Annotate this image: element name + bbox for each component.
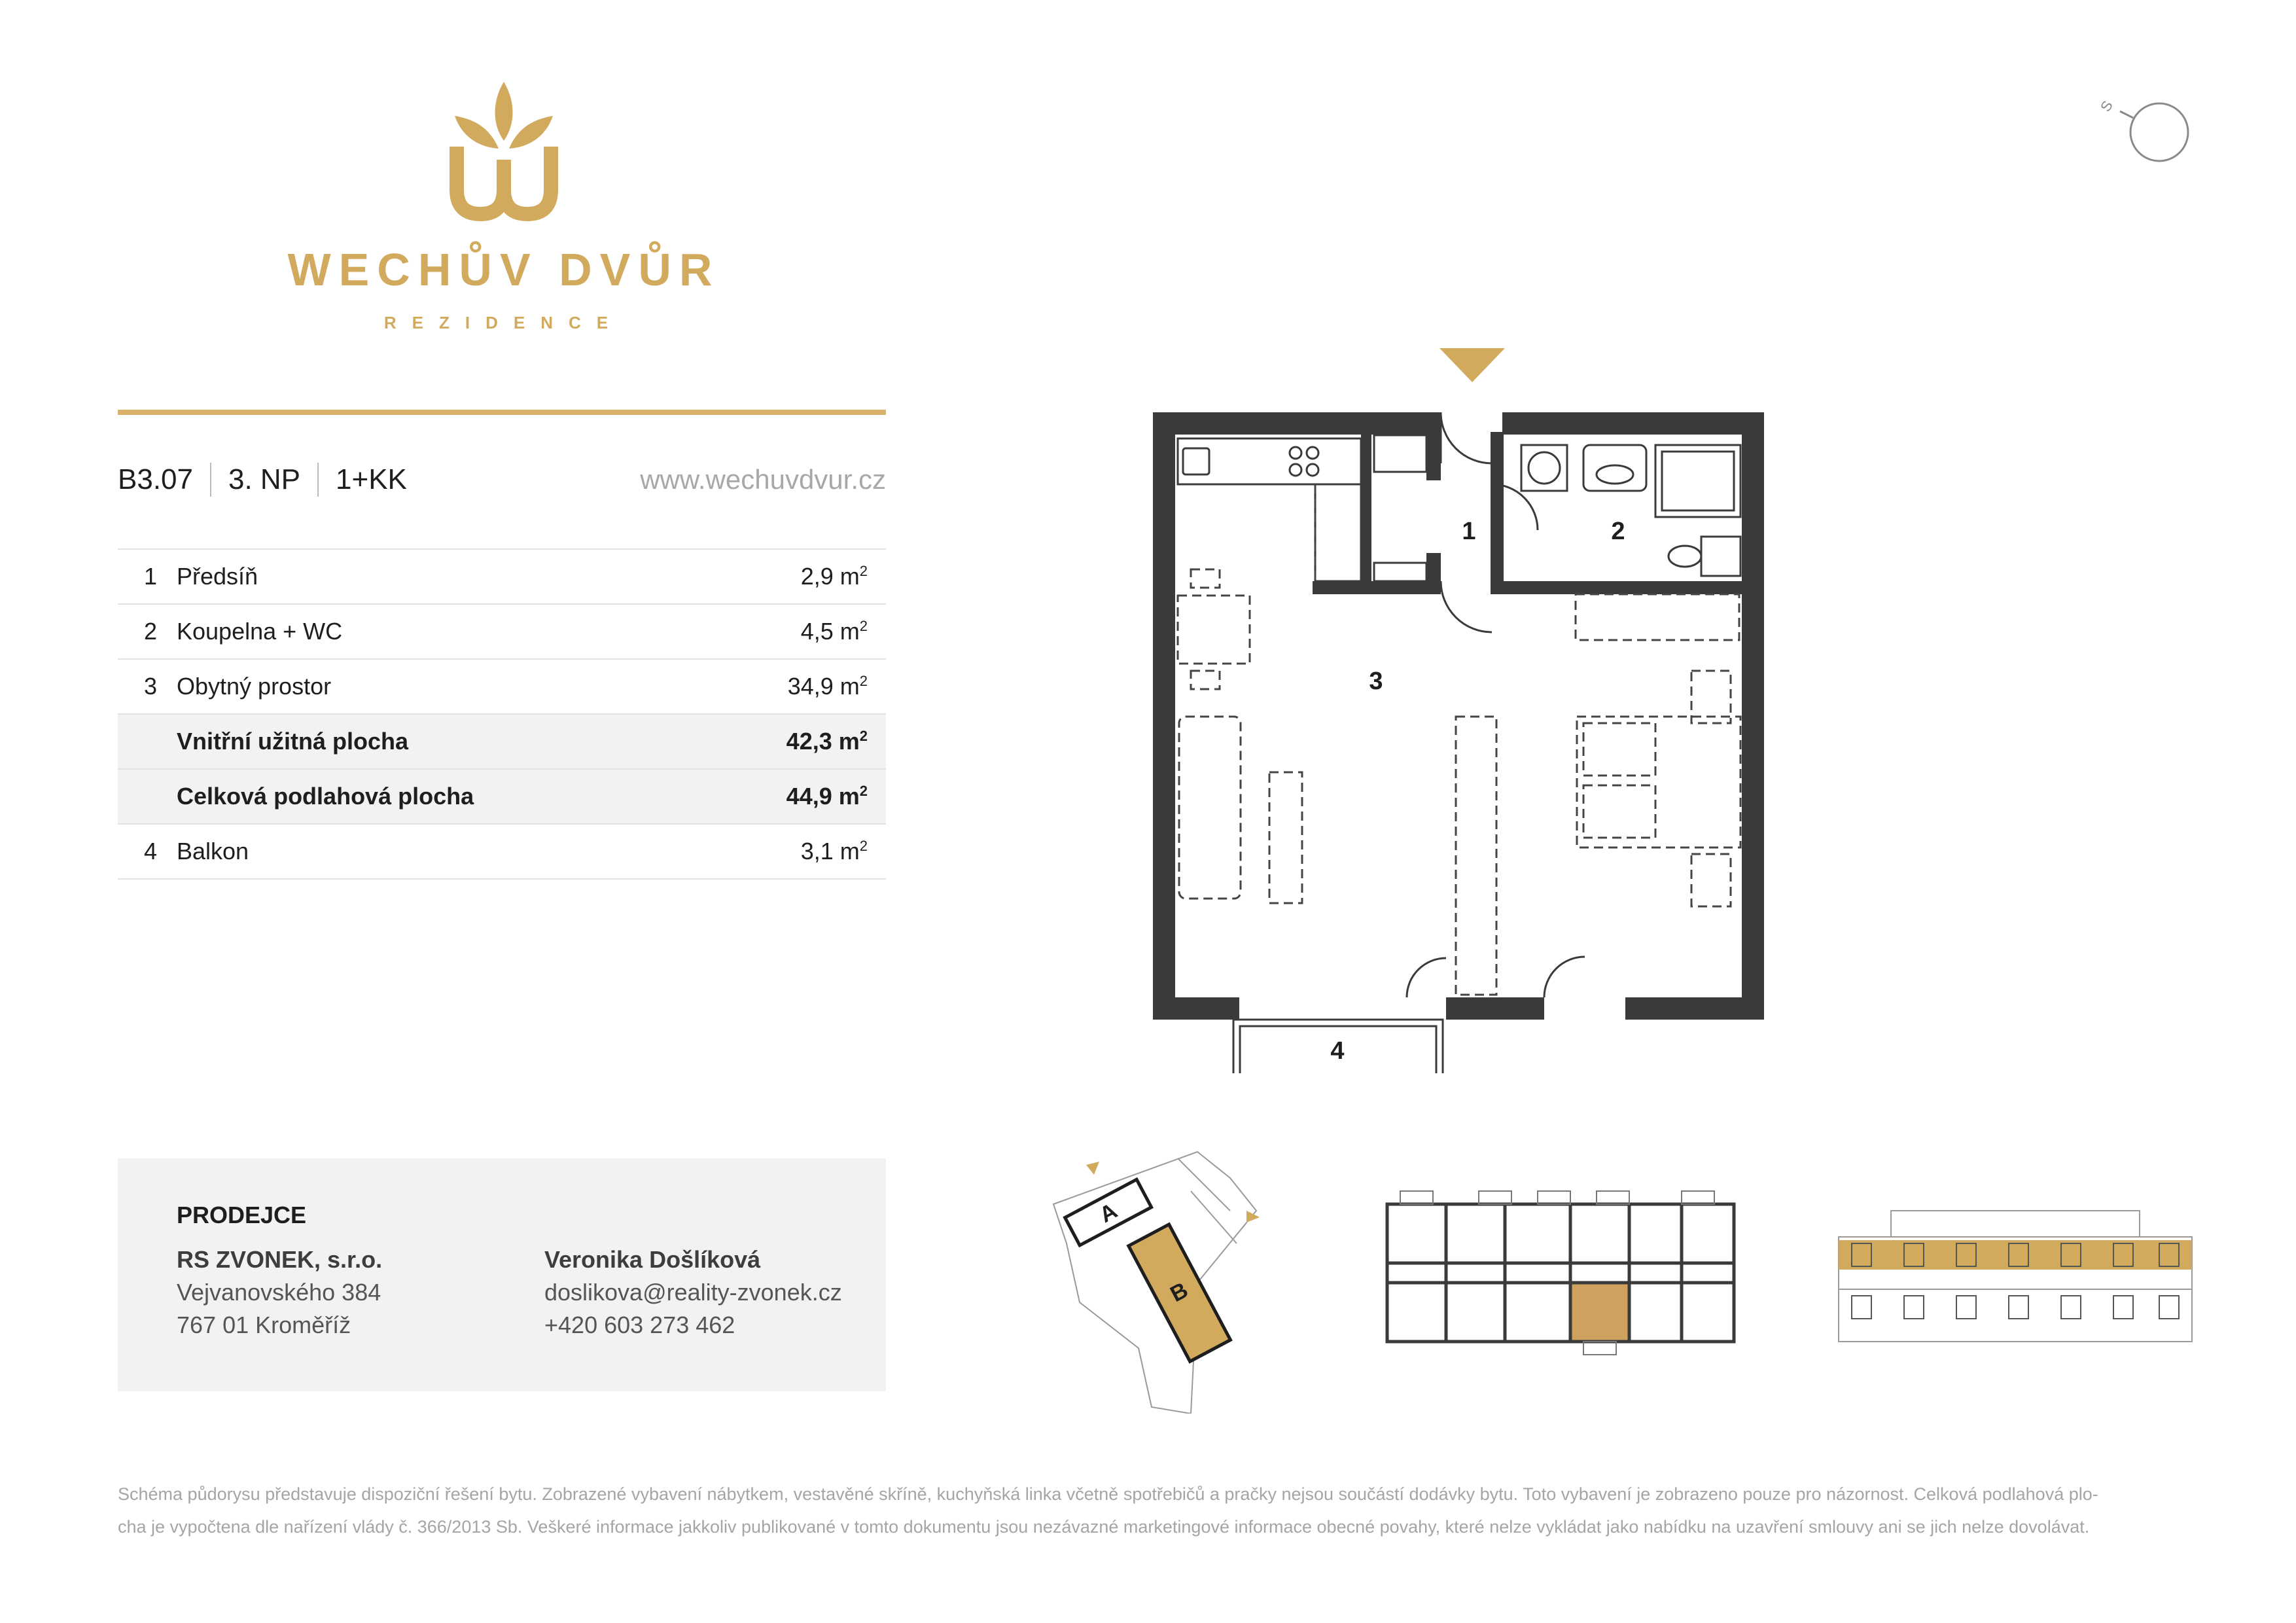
- summary-row: [118, 714, 886, 769]
- legal-disclaimer: [118, 1478, 2192, 1543]
- room-area: 3,1 $m^2$: [708, 824, 886, 879]
- summary-row: [118, 769, 886, 824]
- plan-label-1: 1: [1462, 518, 1476, 545]
- compass-label: S: [2096, 98, 2116, 115]
- room-area: 4,5 $m^2$: [708, 604, 886, 659]
- floor-label: 3. NP: [228, 463, 301, 495]
- compass-icon: [2094, 92, 2199, 170]
- room-name: Balkon: [177, 824, 708, 879]
- unit-header: [118, 458, 886, 501]
- layout-label: 1+KK: [336, 463, 407, 495]
- brand-logo: [281, 75, 726, 350]
- room-area-table: [118, 548, 886, 880]
- agent-phone[interactable]: +420 603 273 462: [544, 1311, 735, 1338]
- address-line: Vejvanovského 384: [177, 1279, 381, 1306]
- building-facade: [1832, 1204, 2199, 1348]
- header-separator: [317, 463, 319, 497]
- brand-name: WECHŮV DVŮR: [287, 244, 720, 295]
- highlighted-floor: [1839, 1240, 2192, 1270]
- floor-overview: [1381, 1185, 1747, 1368]
- room-name: Obytný prostor: [177, 659, 708, 714]
- agent-email[interactable]: doslikova@reality-zvonek.cz: [544, 1279, 842, 1306]
- table-row: [118, 549, 886, 604]
- plan-label-3: 3: [1369, 668, 1383, 695]
- table-row: [118, 824, 886, 879]
- plan-label-2: 2: [1611, 518, 1625, 545]
- unit-code: B3.07: [118, 463, 193, 495]
- building-a-label: A: [1095, 1198, 1122, 1228]
- brand-subtitle: REZIDENCE: [383, 313, 624, 332]
- direction-marker-icon: [1086, 1162, 1099, 1175]
- disclaimer-line: Schéma půdorysu představuje dispoziční řešení bytu. Zobrazené vybavení nábytkem, vestavěné skříně, kuchyňská linka včetně spotřebičů a pračky nejsou součástí dodávky bytu. Toto vybavení je zobrazeno pouze pro názornost. Celková podlahová plo-: [118, 1484, 2098, 1504]
- room-number: 3: [118, 659, 177, 714]
- room-name: Vnitřní užitná plocha: [177, 714, 708, 769]
- room-number: [118, 769, 177, 824]
- sales-contact-panel: [118, 1158, 886, 1391]
- room-number: [118, 714, 177, 769]
- direction-marker-icon: [1246, 1211, 1260, 1222]
- table-row: [118, 659, 886, 714]
- sales-title: PRODEJCE: [177, 1202, 307, 1228]
- entrance-marker-icon: [1439, 348, 1505, 382]
- website-link[interactable]: www.wechuvdvur.cz: [640, 464, 886, 495]
- agent-name: Veronika Došlíková: [544, 1246, 761, 1273]
- disclaimer-line: cha je vypočtena dle nařízení vlády č. 366/2013 Sb. Veškeré informace jakkoliv publikované v tomto dokumentu jsou nezávazné marketingové informace obecné povahy, které nelze vykládat jako nabídku na uzavření smlouvy ani se jich nelze dovolávat.: [118, 1517, 2090, 1537]
- room-number: 2: [118, 604, 177, 659]
- room-area: 44,9 $m^2$: [708, 769, 886, 824]
- company-name: RS ZVONEK, s.r.o.: [177, 1246, 383, 1273]
- room-name: Předsíň: [177, 549, 708, 604]
- plan-label-4: 4: [1330, 1037, 1345, 1065]
- address-line: 767 01 Kroměříž: [177, 1311, 351, 1338]
- room-number: 1: [118, 549, 177, 604]
- room-number: 4: [118, 824, 177, 879]
- apartment-floor-plan: [1139, 340, 1767, 1073]
- room-name: Koupelna + WC: [177, 604, 708, 659]
- gold-divider: [118, 410, 886, 415]
- site-map: [1034, 1139, 1309, 1414]
- room-area: 2,9 $m^2$: [708, 549, 886, 604]
- room-area: 34,9 $m^2$: [708, 659, 886, 714]
- room-area: 42,3 $m^2$: [708, 714, 886, 769]
- highlighted-unit: [1570, 1283, 1629, 1342]
- building-b-label: B: [1166, 1277, 1192, 1308]
- table-row: [118, 604, 886, 659]
- room-name: Celková podlahová plocha: [177, 769, 708, 824]
- header-separator: [210, 463, 211, 497]
